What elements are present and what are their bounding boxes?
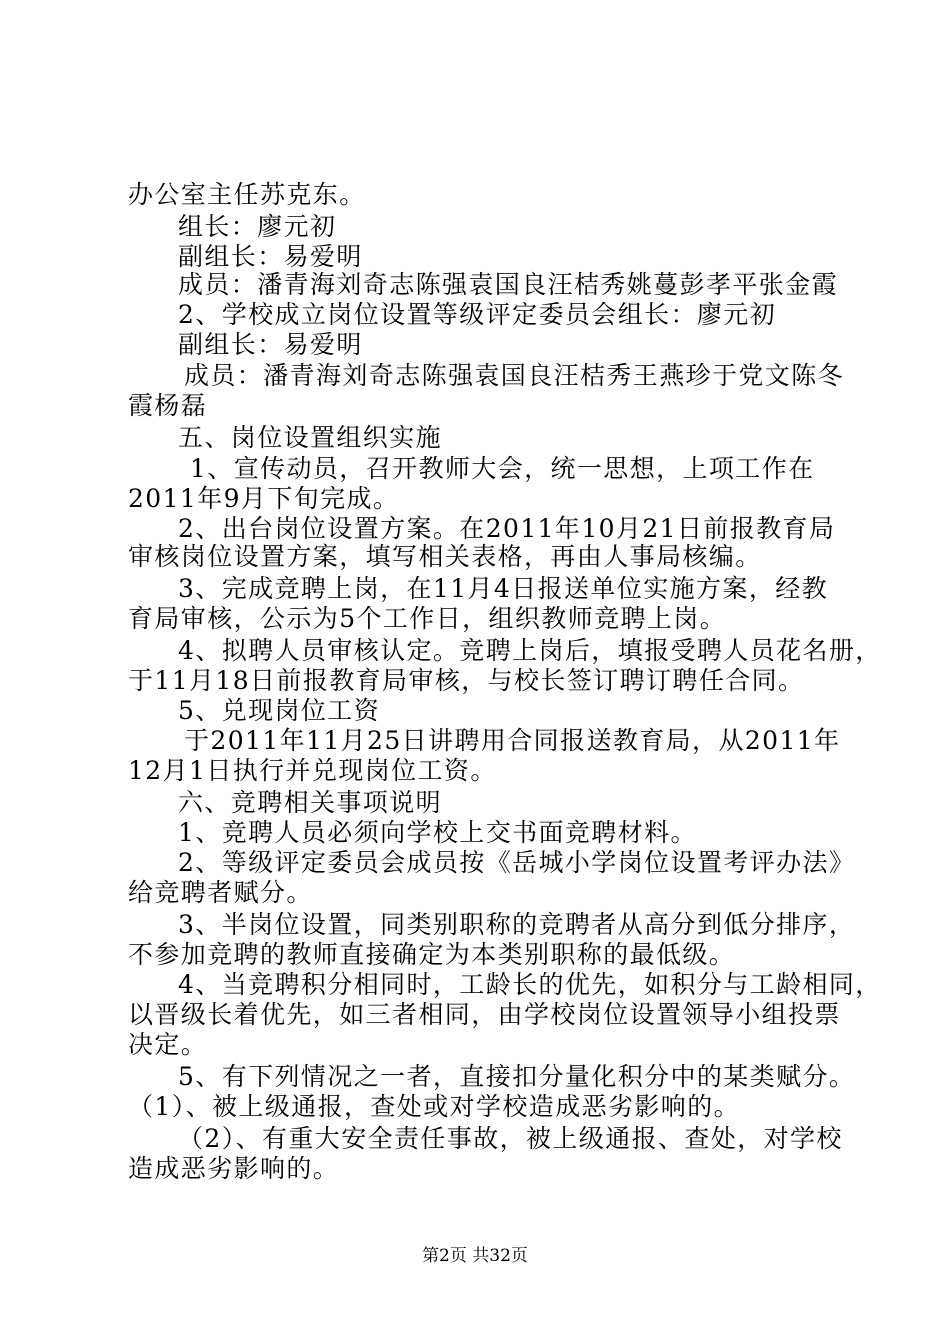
body-line: 以晋级长着优先，如三者相同，由学校岗位设置领导小组投票 [128,1000,841,1029]
body-line: （1）、被上级通报，查处或对学校造成恶劣影响的。 [128,1092,741,1121]
body-line: 副组长：易爱明 [178,242,363,271]
body-line: 2、学校成立岗位设置等级评定委员会组长：廖元初 [178,300,777,329]
body-line: 决定。 [128,1030,208,1059]
body-line: 组长：廖元初 [178,212,337,241]
body-line: 育局审核，公示为5个工作日，组织教师竞聘上岗。 [128,604,727,633]
body-line: 12月1日执行并兑现岗位工资。 [128,756,497,785]
body-line: 5、有下列情况之一者，直接扣分量化积分中的某类赋分。 [178,1062,856,1091]
body-line: 1、竞聘人员必须向学校上交书面竞聘材料。 [178,818,697,847]
body-line: 副组长：易爱明 [178,330,363,359]
body-line: 办公室主任苏克东。 [128,180,366,209]
body-line: （2）、有重大安全责任事故，被上级通报、查处，对学校 [178,1124,843,1153]
body-line: 审核岗位设置方案，填写相关表格，再由人事局核编。 [128,542,762,571]
body-line: 4、拟聘人员审核认定。竞聘上岗后，填报受聘人员花名册， [178,636,882,665]
body-line: 成员：潘青海刘奇志陈强袁国良汪桔秀姚蔓彭孝平张金霞 [178,270,839,299]
body-line: 1、宣传动员，召开教师大会，统一思想，上项工作在 [190,454,815,483]
body-line: 3、半岗位设置，同类别职称的竞聘者从高分到低分排序， [178,910,856,939]
body-line: 5、兑现岗位工资 [178,696,381,725]
body-line: 于11月18日前报教育局审核，与校长签订聘订聘任合同。 [128,666,805,695]
page-number-footer: 第2页 共32页 [422,1246,528,1266]
section-heading: 五、岗位设置组织实施 [178,423,443,452]
body-line: 霞杨磊 [128,391,208,420]
body-line: 2、出台岗位设置方案。在2011年10月21日前报教育局 [178,514,836,543]
body-line: 3、完成竞聘上岗，在11月4日报送单位实施方案，经教 [178,574,829,603]
body-line: 造成恶劣影响的。 [128,1154,340,1183]
body-line: 不参加竞聘的教师直接确定为本类别职称的最低级。 [128,940,736,969]
body-line: 2011年9月下旬完成。 [128,484,400,513]
body-line: 成员：潘青海刘奇志陈强袁国良汪桔秀王燕珍于党文陈冬 [184,361,845,390]
body-line: 2、等级评定委员会成员按《岳城小学岗位设置考评办法》 [178,848,856,877]
body-line: 于2011年11月25日讲聘用合同报送教育局，从2011年 [184,726,841,755]
section-heading: 六、竞聘相关事项说明 [178,788,443,817]
body-line: 4、当竞聘积分相同时，工龄长的优先，如积分与工龄相同， [178,970,882,999]
body-line: 给竞聘者赋分。 [128,878,313,907]
